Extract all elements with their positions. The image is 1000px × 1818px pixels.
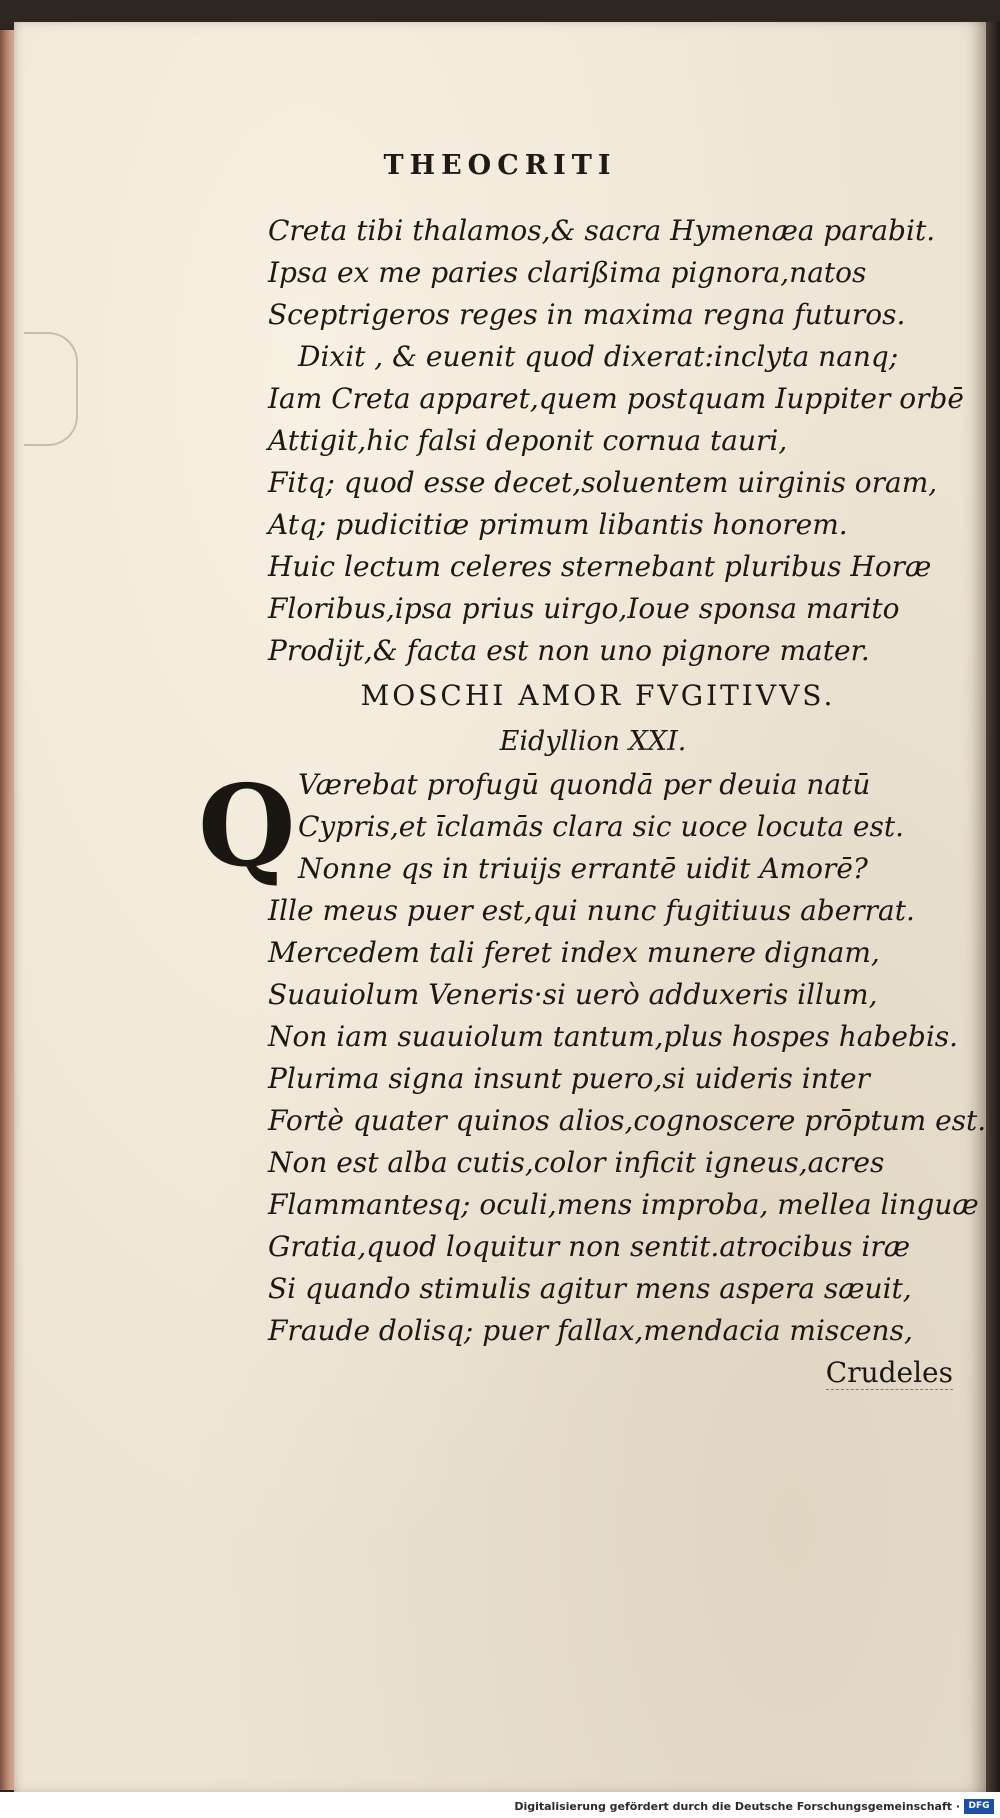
text-line: Non iam suauiolum tantum,plus hospes habebis. xyxy=(268,1020,959,1053)
catchword-text: Crudeles xyxy=(825,1356,953,1389)
text-line: Fitq; quod esse decet,soluentem uirginis oram, xyxy=(268,466,938,499)
text-line: Plurima signa insunt puero,si uideris inter xyxy=(268,1062,870,1095)
text-line: Fortè quater quinos alios,cognoscere prōptum est. xyxy=(268,1104,987,1137)
text-line: Attigit,hic falsi deponit cornua tauri, xyxy=(268,424,788,457)
text-line: Suauiolum Veneris·si uerò adduxeris illum, xyxy=(268,978,878,1011)
text-line: Værebat profugū quondā per deuia natū xyxy=(298,768,871,801)
text-line: Dixit , & euenit quod dixerat:inclyta nanq; xyxy=(298,340,899,373)
text-line: Nonne qs in triuijs errantē uidit Amorē? xyxy=(298,852,868,885)
tab-mark xyxy=(24,332,78,446)
poem-subtitle: Eidyllion XXI. xyxy=(499,726,687,757)
text-line: Floribus,ipsa prius uirgo,Ioue sponsa marito xyxy=(268,592,900,625)
text-line: Creta tibi thalamos,& sacra Hymenæa parabit. xyxy=(268,214,936,247)
text-line: Prodijt,& facta est non uno pignore mater. xyxy=(268,634,870,667)
text-line: Atq; pudicitiæ primum libantis honorem. xyxy=(268,508,848,541)
poem-title: MOSCHI AMOR FVGITIVVS. xyxy=(360,679,836,712)
catchword xyxy=(268,1352,958,1394)
text-line: Cypris,et īclamās clara sic uoce locuta est. xyxy=(298,810,905,843)
page-edge-right xyxy=(986,22,1000,1792)
text-line: Huic lectum celeres sternebant pluribus Horæ xyxy=(268,550,932,583)
text-line: Mercedem tali feret index munere dignam, xyxy=(268,936,880,969)
text-line: Flammantesq; oculi,mens improba, mellea linguæ xyxy=(268,1188,979,1221)
dropcap-paragraph xyxy=(198,761,958,892)
text-line: Fraude dolisq; puer fallax,mendacia miscens, xyxy=(268,1314,913,1347)
running-head: THEOCRITI xyxy=(383,150,617,181)
text-line: Ille meus puer est,qui nunc fugitiuus aberrat. xyxy=(268,894,915,927)
text-line: Gratia,quod loquitur non sentit.atrocibus iræ xyxy=(268,1230,911,1263)
text-block xyxy=(198,210,987,1394)
text-line: Ipsa ex me paries clarißima pignora,natos xyxy=(268,256,867,289)
dropcap-letter: Q xyxy=(198,761,296,892)
footer-credit: Digitalisierung gefördert durch die Deutsche Forschungsgemeinschaft · xyxy=(514,1800,960,1813)
text-line: Non est alba cutis,color inficit igneus,acres xyxy=(268,1146,885,1179)
text-line: Si quando stimulis agitur mens aspera sæuit, xyxy=(268,1272,912,1305)
text-line: Iam Creta apparet,quem postquam Iuppiter orbē xyxy=(268,382,964,415)
dfg-logo-icon: DFG xyxy=(964,1799,994,1814)
text-line: Sceptrigeros reges in maxima regna futuros. xyxy=(268,298,906,331)
dropcap-lines xyxy=(268,764,958,890)
